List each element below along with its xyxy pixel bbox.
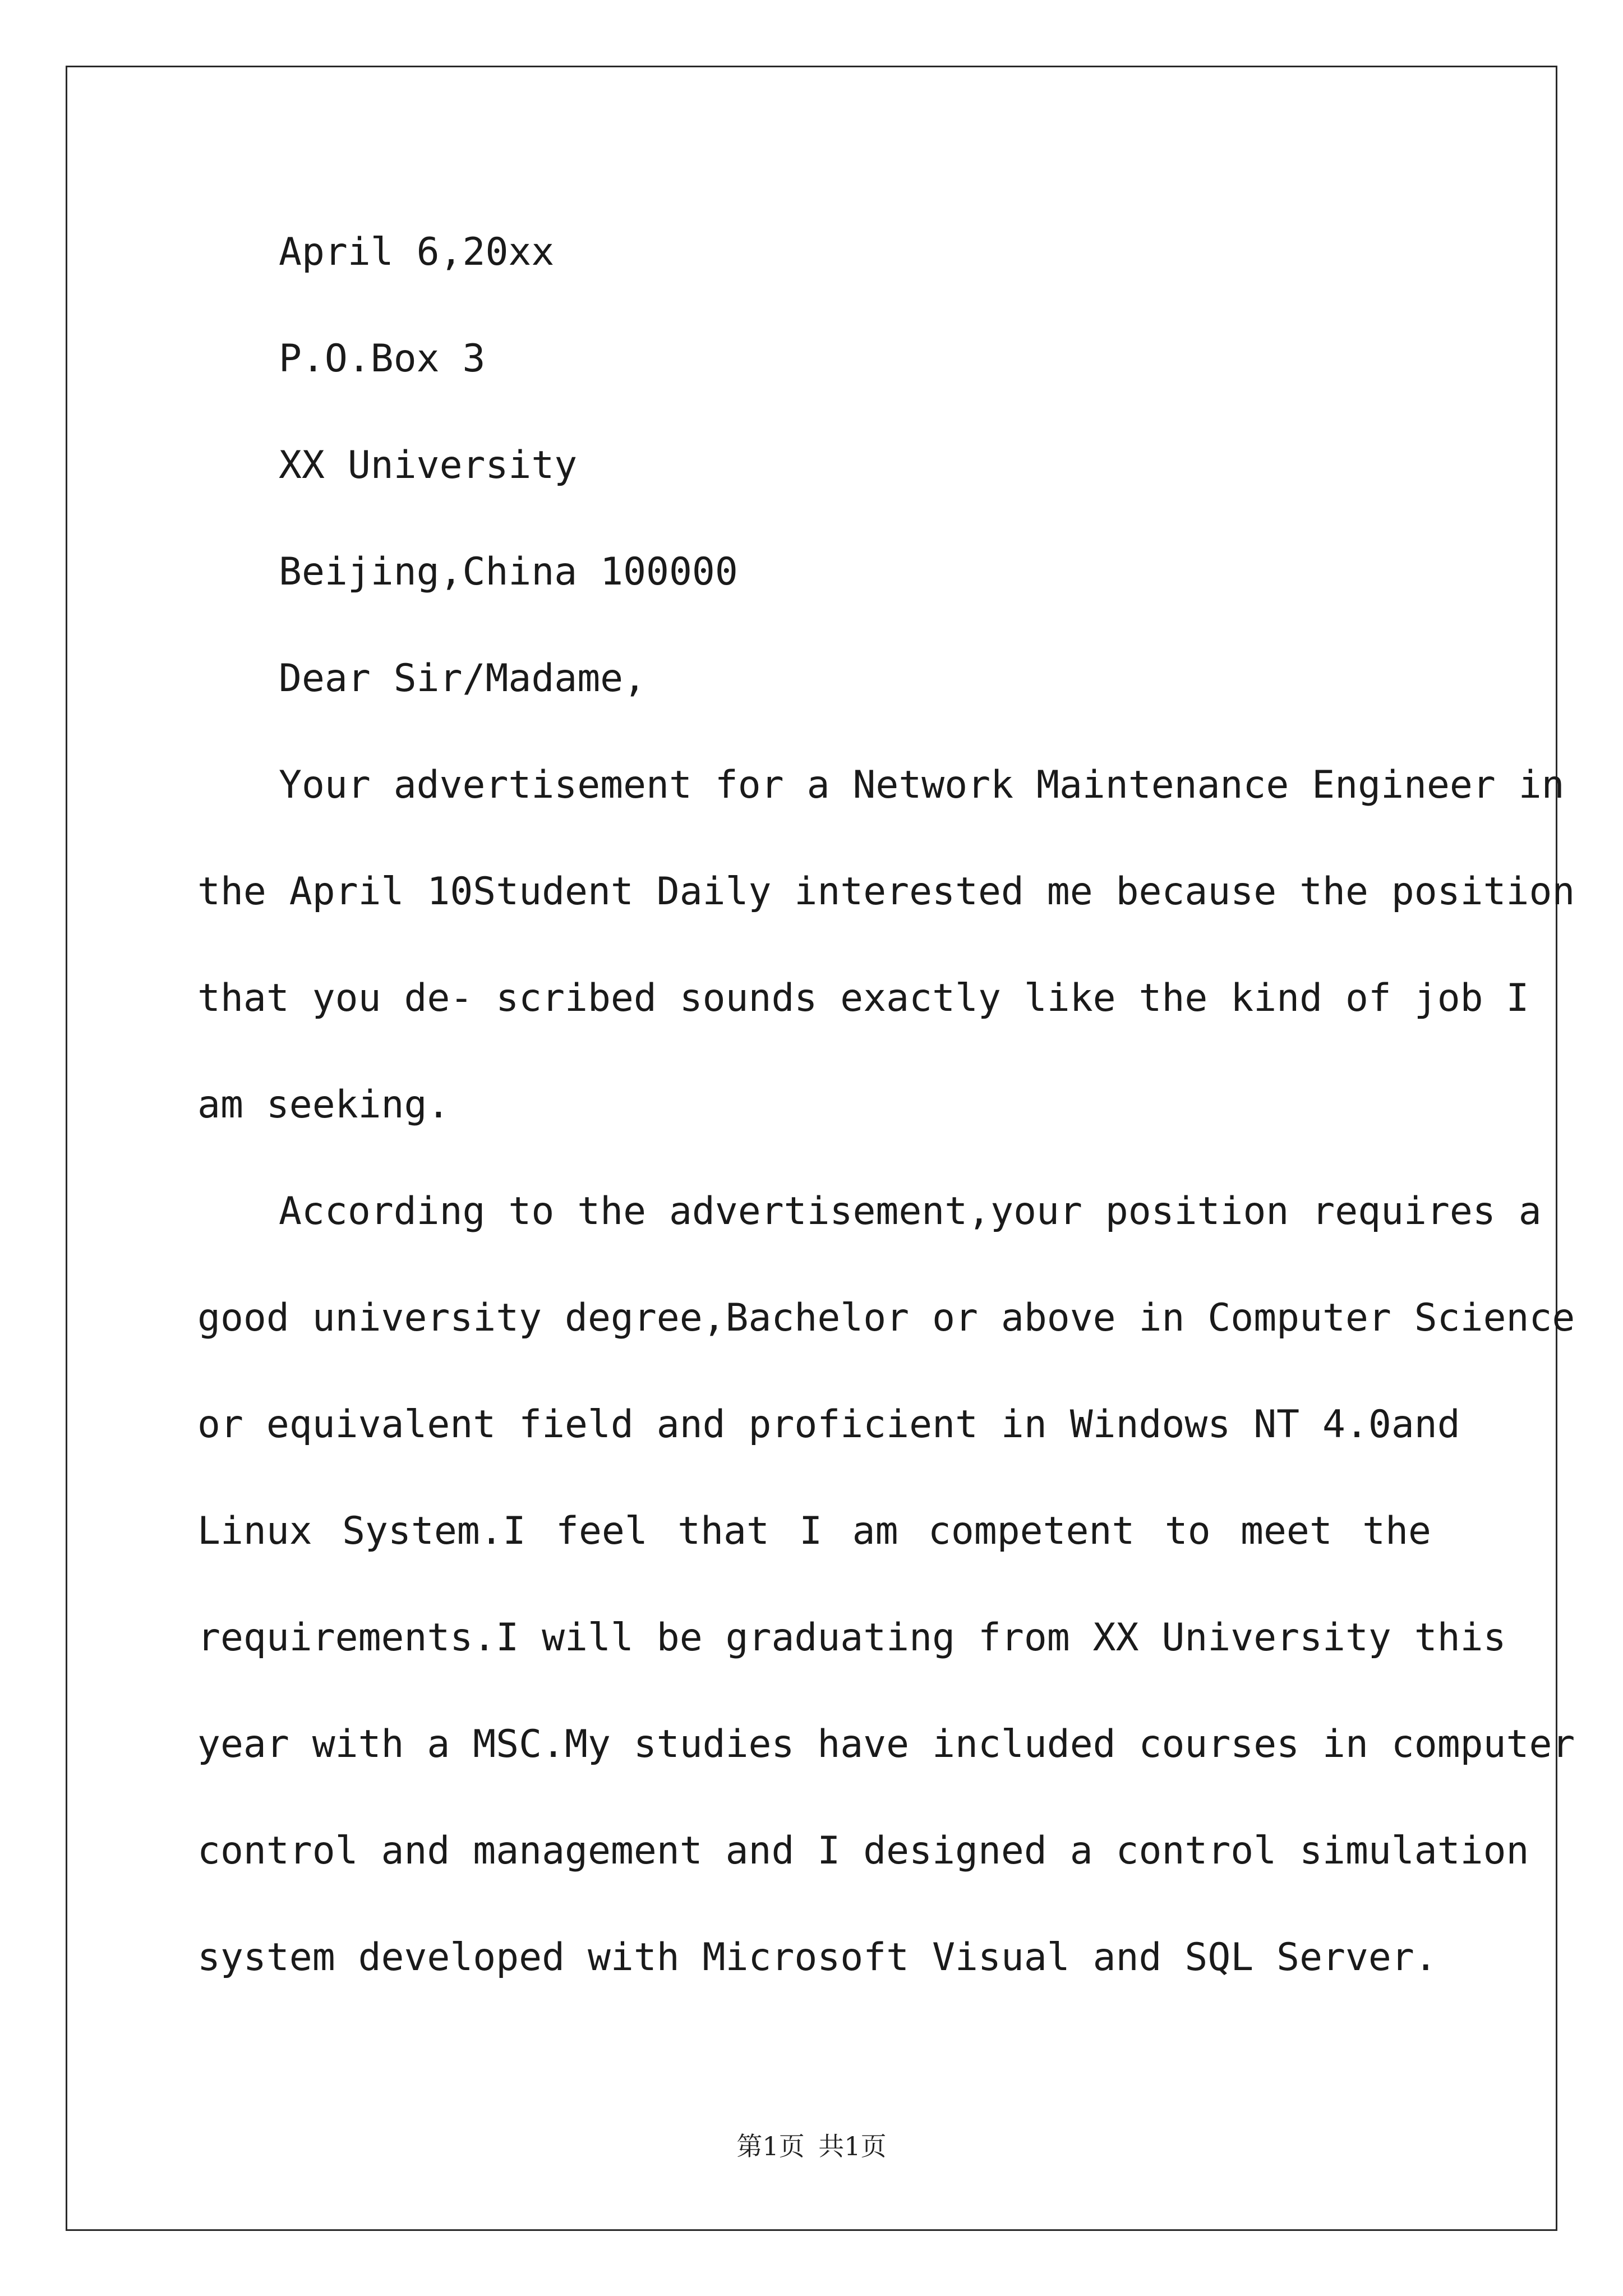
paragraph2-line: Linux System.I feel that I am competent to meet the <box>197 1509 1431 1553</box>
paragraph1-line: the April 10Student Daily interested me because the position <box>197 869 1575 914</box>
paragraph2-line: good university degree,Bachelor or above in Computer Science <box>197 1296 1575 1340</box>
paragraph2-line: According to the advertisement,your position requires a <box>279 1189 1542 1234</box>
address-line-3: Beijing,China 100000 <box>279 550 738 594</box>
paragraph2-line: requirements.I will be graduating from XX University this <box>197 1616 1506 1660</box>
paragraph1-line: Your advertisement for a Network Maintenance Engineer in <box>279 763 1565 807</box>
paragraph2-line: system developed with Microsoft Visual and SQL Server. <box>197 1935 1437 1980</box>
address-line-2: XX University <box>279 443 578 487</box>
page-footer: 第1页 共1页 <box>736 2131 887 2161</box>
paragraph1-line: that you de- scribed sounds exactly like the kind of job I <box>197 976 1529 1020</box>
paragraph2-line: year with a MSC.My studies have included courses in computer <box>197 1722 1575 1766</box>
letter-date: April 6,20xx <box>279 230 555 274</box>
paragraph1-line: am seeking. <box>197 1083 450 1127</box>
salutation: Dear Sir/Madame, <box>279 656 647 701</box>
paragraph2-line: or equivalent field and proficient in Windows NT 4.0and <box>197 1402 1460 1447</box>
paragraph2-line: control and management and I designed a control simulation <box>197 1829 1529 1873</box>
address-line-1: P.O.Box 3 <box>279 337 486 381</box>
